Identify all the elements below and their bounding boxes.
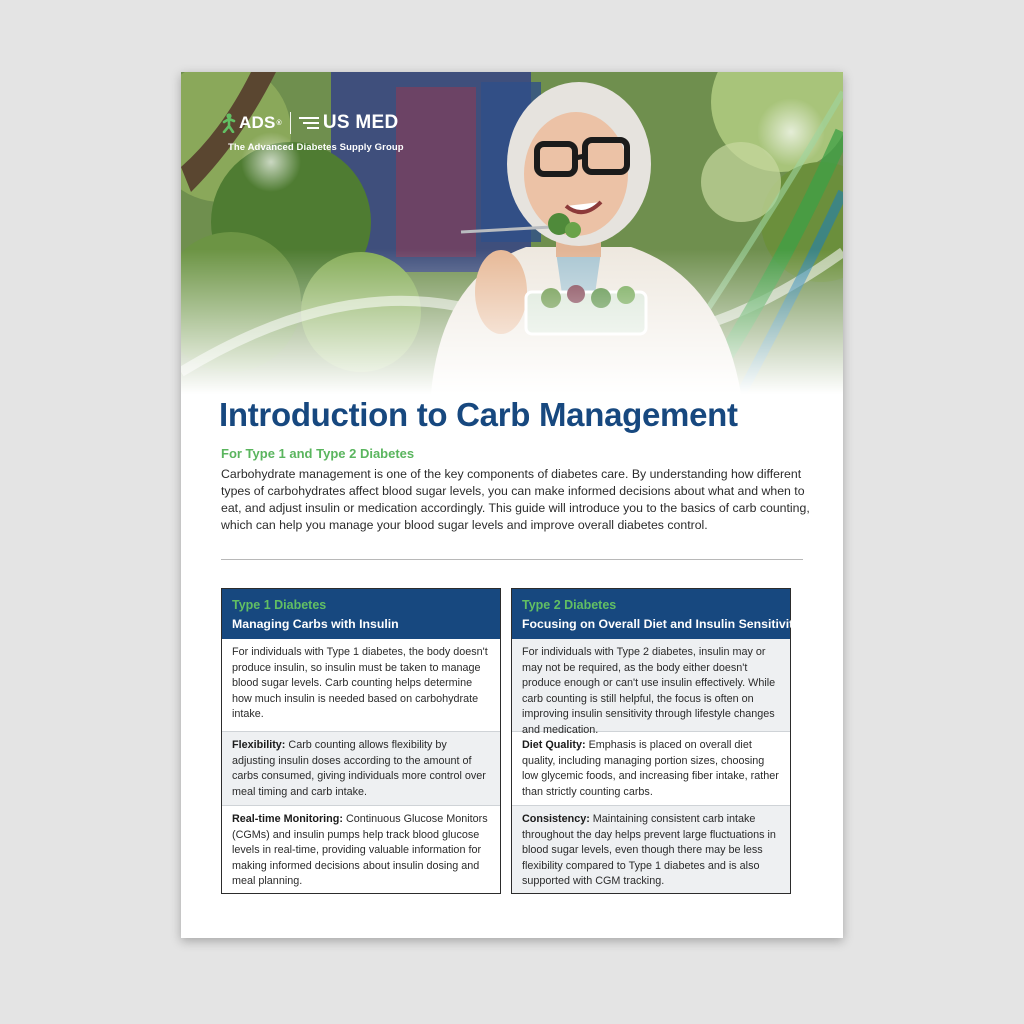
type1-flexibility-text: Carb counting allows flexibility by adjusting insulin doses according to the amount of carbs consumed, giving individuals more control over meal timing and carb intake. <box>232 739 486 798</box>
running-figure-icon <box>221 113 237 133</box>
intro-paragraph: Carbohydrate management is one of the key components of diabetes care. By understanding how different types of carbohydrates affect blood sugar levels, you can make informed decisions about what and when to eat, and adjust insulin or medication accordingly. This guide will introduce you to the basics of carb counting, which can help you manage your blood sugar levels and improve overall diabetes control. <box>221 467 810 532</box>
registered-mark: ® <box>276 119 282 127</box>
type1-heading: Managing Carbs with Insulin <box>232 617 399 631</box>
type1-overview-text: For individuals with Type 1 diabetes, the body doesn't produce insulin, so insulin must be taken to manage blood sugar levels. Carb counting helps determine how much insulin is needed based on carbohydrate intake. <box>232 646 488 720</box>
type2-consistency <box>512 805 790 893</box>
brand-tagline: The Advanced Diabetes Supply Group <box>228 142 404 153</box>
type2-consistency-text: Maintaining consistent carb intake throughout the day helps prevent large fluctuations in blood sugar levels, even though there may be less flexibility compared to Type 1 diabetes and is also supported with CGM tracking. <box>522 813 776 887</box>
usmed-wordmark: US MED <box>322 112 399 133</box>
section-divider <box>221 559 803 560</box>
speed-lines-icon <box>299 116 321 130</box>
brand-logos <box>221 112 404 153</box>
type1-label: Type 1 Diabetes <box>232 598 327 612</box>
type2-overview <box>512 639 790 736</box>
type2-consistency-label: Consistency: <box>522 813 590 825</box>
type2-column <box>511 588 801 894</box>
type2-overview-text: For individuals with Type 2 diabetes, insulin may or may not be required, as the body either doesn't produce enough or can't use insulin effectively. While carb counting is still helpful, the focus is often on improving insulin sensitivity through lifestyle changes and medication. <box>522 646 776 736</box>
ads-wordmark: ADS <box>239 113 276 132</box>
flyer-page <box>181 72 843 938</box>
logo-divider <box>290 112 291 134</box>
type2-diet-quality-text: Emphasis is placed on overall diet quality, including managing portion sizes, choosing low glycemic foods, and increasing fiber intake, rather than strictly counting carbs. <box>522 739 779 798</box>
type2-diet-quality-label: Diet Quality: <box>522 739 586 751</box>
usmed-logo <box>299 112 399 134</box>
type1-overview <box>222 639 500 731</box>
hero-photo <box>181 72 843 394</box>
type2-heading: Focusing on Overall Diet and Insulin Sensitivity <box>522 617 801 631</box>
type2-label: Type 2 Diabetes <box>522 598 617 612</box>
type2-diet-quality <box>512 731 790 805</box>
type1-monitoring-text: Continuous Glucose Monitors (CGMs) and insulin pumps help track blood glucose levels in real-time, providing valuable information for making informed decisions about insulin dosing and meal planning. <box>232 813 488 887</box>
ads-logo <box>221 113 282 133</box>
page-subtitle: For Type 1 and Type 2 Diabetes <box>221 446 415 461</box>
type2-header <box>512 589 801 639</box>
type1-column <box>221 588 501 894</box>
type1-flexibility-label: Flexibility: <box>232 739 286 751</box>
type1-monitoring-label: Real-time Monitoring: <box>232 813 343 825</box>
type1-flexibility <box>222 731 500 805</box>
type1-monitoring <box>222 805 500 893</box>
page-title: Introduction to Carb Management <box>219 396 738 433</box>
type1-header <box>222 589 500 639</box>
